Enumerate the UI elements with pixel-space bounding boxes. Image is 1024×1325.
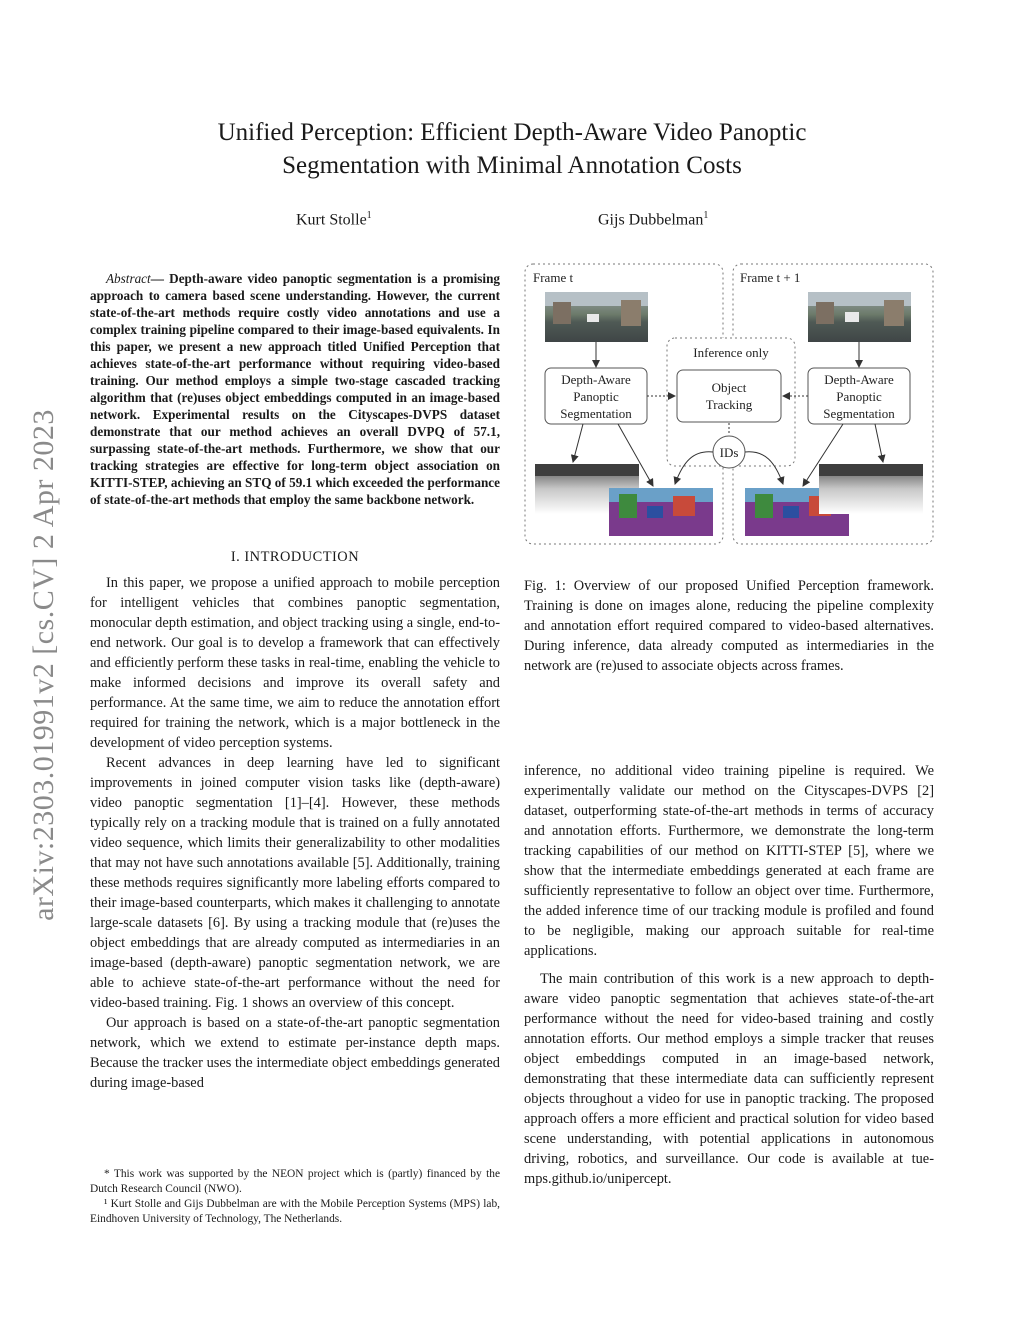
inference-only-label: Inference only: [693, 345, 769, 360]
input-image-frame-t: [545, 292, 648, 342]
frame-t1-label: Frame t + 1: [740, 270, 801, 285]
right-column-body: [524, 761, 934, 1189]
author-2-affiliation-mark: 1: [703, 210, 709, 221]
panoptic-output-frame-t: [609, 488, 713, 536]
ids-node: [713, 436, 745, 468]
tracking-line-2: Tracking: [705, 397, 753, 412]
dps-t-line-2: Panoptic: [573, 389, 619, 404]
abstract-label: Abstract: [106, 271, 151, 286]
abstract-text: Depth-aware video panoptic segmentation is a promising approach to camera based scene understanding. However, the current state-of-the-art methods require costly video annotations and use a complex training pipeline compared to their image-based equivalents. In this paper, we present a new approach titled Unified Perception that achieves state-of-the-art performance without requiring video-based training. Our method employs a simple two-stage cascaded tracking algorithm that (re)uses object embeddings computed in an image-based network. Experimental results on the Cityscapes-DVPS dataset demonstrate that our method achieves an overall DVPQ of 57.1, surpassing state-of-the-art methods. Furthermore, we show that our tracking strategies are effective for long-term object association on KITTI-STEP, achieving an STQ of 59.1 which exceeded the performance of state-of-the-art methods that employ the same backbone network.: [90, 271, 501, 507]
footnote-funding: * This work was supported by the NEON project which is (partly) financed by the Dutch Research Council (NWO).: [90, 1168, 500, 1195]
author-1-name: Kurt Stolle: [296, 211, 367, 229]
intro-paragraph-1: In this paper, we propose a unified approach to mobile perception for intelligent vehicles that combines panoptic segmentation, monocular depth estimation, and object tracking using a single, end-to-end network. Our goal is to develop a framework that can effectively and efficiently perform these tasks in real-time, enabling the vehicle to make informed decisions and improve its overall safety and performance. At the same time, we aim to reduce the annotation effort required for training the network, which is a major bottleneck in the development of video perception systems.: [90, 575, 500, 751]
figure-1-diagram: [523, 262, 935, 548]
dps-t-line-3: Segmentation: [560, 406, 632, 421]
input-image-frame-t1: [808, 292, 911, 342]
right-paragraph-2: The main contribution of this work is a new approach to depth-aware video panoptic segmentation that achieves state-of-the-art performance without the need for video-based training and costly annotation efforts. Our method employs a simple tracker that reuses object embeddings computed in an image-based network, demonstrating that these intermediate data can sufficiently represent objects throughout a video for use in panoptic tracking. The proposed approach offers a more efficient and practical solution for video based scene understanding, with potential applications in autonomous driving, robotics, and surveillance. Our code is available at tue-mps.github.io/unipercept.: [524, 971, 934, 1187]
abstract: [90, 270, 500, 508]
depth-aware-panoptic-segmentation-block-t: [545, 368, 647, 424]
arxiv-identifier: [22, 365, 66, 965]
depth-aware-panoptic-segmentation-block-t1: [808, 368, 910, 424]
figure-1-caption: Fig. 1: Overview of our proposed Unified Perception framework. Training is done on images alone, reducing the pipeline complexity and annotation effort required compared to video-based alternatives. During inference, data already computed as intermediaries in the network are (re)used to associate objects across frames.: [524, 578, 934, 674]
dps-t1-line-2: Panoptic: [836, 389, 882, 404]
paper-title: [120, 116, 904, 182]
author-2: [598, 210, 708, 229]
section-heading-introduction: I. INTRODUCTION: [230, 549, 360, 565]
object-tracking-block: [677, 370, 781, 422]
left-column-body: [90, 573, 500, 1093]
title-line-2: Segmentation with Minimal Annotation Costs: [282, 152, 742, 179]
abstract-dash: —: [150, 271, 170, 286]
arxiv-identifier-text: arXiv:2303.01991v2 [cs.CV] 2 Apr 2023: [27, 409, 61, 921]
author-1-affiliation-mark: 1: [366, 210, 372, 221]
depth-output-frame-t1: [819, 464, 923, 514]
dps-t-line-1: Depth-Aware: [561, 372, 631, 387]
author-1: [296, 210, 372, 229]
footnotes: [90, 1167, 500, 1227]
title-line-1: Unified Perception: Efficient Depth-Aware Video Panoptic: [217, 119, 807, 146]
figure-1: [523, 262, 935, 548]
tracking-line-1: Object: [711, 380, 747, 395]
ids-label: IDs: [719, 445, 739, 460]
intro-paragraph-2: Recent advances in deep learning have led to significant improvements in joined computer vision tasks like (depth-aware) video panoptic segmentation [1]–[4]. However, these methods typically rely on a tracking module that is trained on a fully annotated video sequence, which limits their generalizability to other modalities that may not have such annotations available [5]. Additionally, training these methods requires significantly more labeling efforts compared to their image-based counterparts, which makes it challenging to annotate large-scale datasets [6]. By using a tracking module that (re)uses the object embeddings that are already computed as intermediaries in an image-based (depth-aware) panoptic segmentation network, we are able to achieve state-of-the-art performance without the need for video-based training. Fig. 1 shows an overview of this concept.: [90, 755, 500, 1011]
dps-t1-line-3: Segmentation: [823, 406, 895, 421]
footnote-affiliation: ¹ Kurt Stolle and Gijs Dubbelman are with the Mobile Perception Systems (MPS) lab, Eindhoven University of Technology, The Netherlands.: [90, 1198, 500, 1225]
intro-paragraph-3: Our approach is based on a state-of-the-art panoptic segmentation network, which we extend to estimate per-instance depth maps. Because the tracker uses the intermediate object embeddings generated during image-based: [90, 1015, 500, 1091]
right-paragraph-1: inference, no additional video training pipeline is required. We experimentally validate our method on the Cityscapes-DVPS [2] dataset, outperforming state-of-the-art methods in terms of accuracy and annotation efforts. Furthermore, we demonstrate the long-term tracking capabilities of our method on KITTI-STEP [5], where we show that the intermediate embeddings generated at each frame are sufficiently representative to follow an object over time. Furthermore, the added inference time of our tracking module is profiled and found to be negligible, making our approach suitable for real-time applications.: [524, 763, 934, 959]
dps-t1-line-1: Depth-Aware: [824, 372, 894, 387]
frame-t-label: Frame t: [533, 270, 574, 285]
author-2-name: Gijs Dubbelman: [598, 211, 704, 229]
